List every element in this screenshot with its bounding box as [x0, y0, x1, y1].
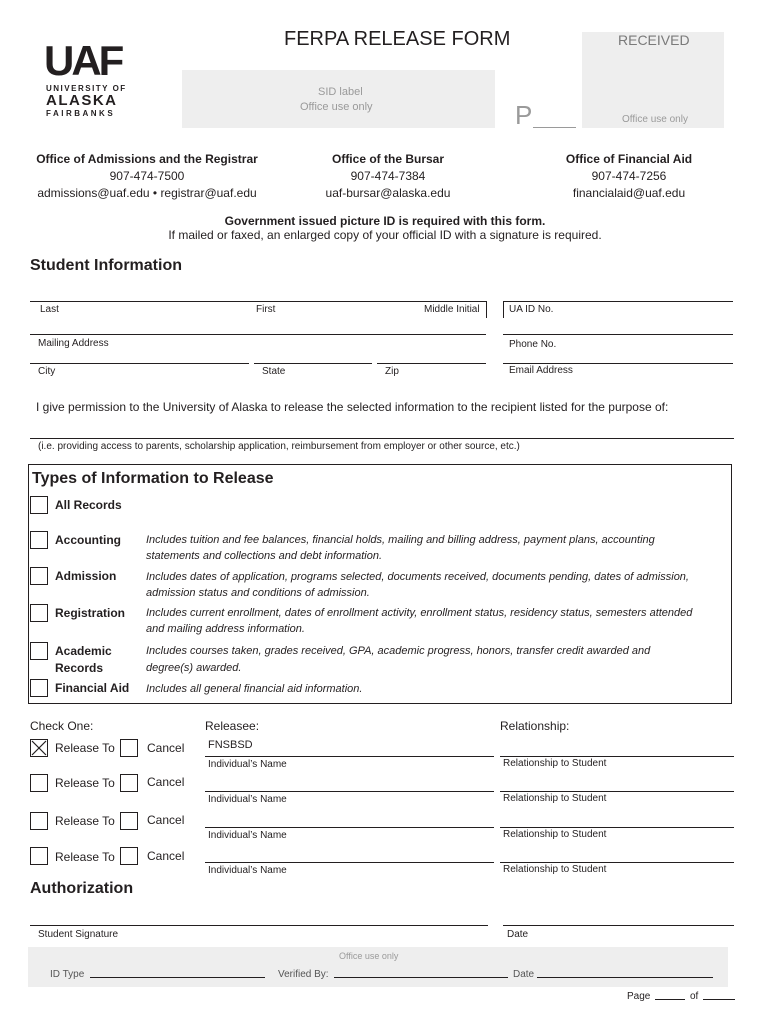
- relationship-to-student-label: Relationship to Student: [503, 864, 607, 875]
- office-email: financialaid@uaf.edu: [572, 186, 686, 200]
- state-label: State: [262, 366, 286, 377]
- admission-checkbox[interactable]: [30, 567, 48, 585]
- records-label: Records: [55, 661, 104, 675]
- first-label: First: [256, 304, 276, 315]
- financial-aid-desc: Includes all general financial aid information.: [146, 683, 363, 695]
- cancel-label: Cancel: [147, 813, 185, 827]
- zip-label: Zip: [385, 366, 399, 377]
- relationship-line-2[interactable]: [500, 791, 734, 792]
- all-records-checkbox[interactable]: [30, 496, 48, 514]
- office-financial-aid: [530, 151, 728, 202]
- office-bursar: [290, 151, 486, 202]
- financial-aid-checkbox[interactable]: [30, 679, 48, 697]
- middle-divider: [486, 301, 487, 318]
- relationship-line-4[interactable]: [500, 862, 734, 863]
- p-mark: P: [515, 100, 533, 130]
- cancel-label: Cancel: [147, 741, 185, 755]
- office-phone: 907-474-7384: [350, 169, 426, 183]
- office-name: Office of Financial Aid: [565, 152, 693, 166]
- individual-name-line-4[interactable]: [205, 862, 494, 863]
- verified-by-label: Verified By:: [278, 969, 329, 980]
- uaf-logo: [40, 37, 132, 120]
- cancel-label: Cancel: [147, 775, 185, 789]
- office-name: Office of the Bursar: [331, 152, 445, 166]
- email-line[interactable]: [503, 363, 733, 364]
- registration-checkbox[interactable]: [30, 604, 48, 622]
- permission-text: I give permission to the University of Alaska to release the selected information to the recipient listed for the purpose of:: [36, 400, 669, 414]
- office-use-label: Office use only: [339, 951, 399, 961]
- office-date-label: Date: [513, 969, 535, 980]
- email-label: Email Address: [509, 365, 573, 376]
- purpose-hint: (i.e. providing access to parents, scholarship application, reimbursement from employer or other source, etc.): [38, 441, 520, 452]
- student-signature-label: Student Signature: [38, 929, 119, 940]
- mailing-label: Mailing Address: [38, 338, 109, 349]
- office-email: uaf-bursar@alaska.edu: [325, 186, 451, 200]
- types-heading: Types of Information to Release: [32, 470, 274, 487]
- relationship-to-student-label: Relationship to Student: [503, 758, 607, 769]
- cancel-checkbox-4[interactable]: [120, 847, 138, 865]
- middle-label: Middle Initial: [424, 304, 480, 315]
- academic-records-checkbox[interactable]: [30, 642, 48, 660]
- page-number-line[interactable]: [655, 999, 685, 1000]
- relationship-to-student-label: Relationship to Student: [503, 793, 607, 804]
- name-line[interactable]: [30, 301, 486, 302]
- last-label: Last: [40, 304, 59, 315]
- id-notice-line1: Government issued picture ID is required with this form.: [224, 214, 546, 228]
- phone-line[interactable]: [503, 334, 733, 335]
- registration-label: Registration: [55, 606, 126, 620]
- relationship-to-student-label: Relationship to Student: [503, 829, 607, 840]
- id-type-label: ID Type: [50, 969, 85, 980]
- office-phone: 907-474-7500: [109, 169, 185, 183]
- release-to-checkbox-3[interactable]: [30, 812, 48, 830]
- student-signature-line[interactable]: [30, 925, 488, 926]
- registration-desc-2: and mailing address information.: [146, 623, 305, 635]
- release-to-label: Release To: [55, 741, 115, 755]
- release-to-label: Release To: [55, 850, 115, 864]
- received-label: RECEIVED: [618, 32, 690, 48]
- id-type-line[interactable]: [90, 977, 265, 978]
- office-phone: 907-474-7256: [591, 169, 667, 183]
- ua-id-label: UA ID No.: [509, 304, 554, 315]
- logo-subtext-1: UNIVERSITY OF: [46, 84, 127, 93]
- cancel-checkbox-1[interactable]: [120, 739, 138, 757]
- individual-name-label: Individual’s Name: [208, 759, 287, 770]
- city-line[interactable]: [30, 363, 249, 364]
- city-label: City: [38, 366, 56, 377]
- cancel-checkbox-2[interactable]: [120, 774, 138, 792]
- authorization-heading: Authorization: [30, 880, 134, 897]
- received-office-use: Office use only: [622, 114, 688, 125]
- mailing-line[interactable]: [30, 334, 486, 335]
- form-title: FERPA RELEASE FORM: [284, 28, 511, 50]
- accounting-label: Accounting: [55, 533, 121, 547]
- cancel-checkbox-3[interactable]: [120, 812, 138, 830]
- logo-subtext-2: ALASKA: [46, 92, 118, 109]
- sid-label-text: SID label: [318, 86, 363, 98]
- purpose-line[interactable]: [30, 438, 734, 439]
- sid-office-use: Office use only: [300, 101, 373, 113]
- individual-name-label: Individual’s Name: [208, 794, 287, 805]
- release-to-checkbox-4[interactable]: [30, 847, 48, 865]
- relationship-line-1[interactable]: [500, 756, 734, 757]
- state-line[interactable]: [254, 363, 372, 364]
- academic-desc-1: Includes courses taken, grades received, GPA, academic progress, honors, transfer credit awarded and: [146, 645, 651, 657]
- office-name: Office of Admissions and the Registrar: [36, 152, 258, 166]
- page-label: Page: [627, 991, 651, 1002]
- relationship-line-3[interactable]: [500, 827, 734, 828]
- id-notice: [0, 214, 770, 242]
- office-admissions: [22, 151, 272, 202]
- all-records-label: All Records: [55, 498, 122, 512]
- release-to-checkbox-1[interactable]: [30, 739, 48, 757]
- admission-desc-2: admission status and conditions of admission.: [146, 587, 370, 599]
- admission-label: Admission: [55, 569, 117, 583]
- logo-subtext-3: FAIRBANKS: [46, 109, 116, 118]
- cancel-label: Cancel: [147, 849, 185, 863]
- academic-label: Academic: [55, 644, 112, 658]
- individual-name-line-3[interactable]: [205, 827, 494, 828]
- academic-desc-2: degree(s) awarded.: [146, 662, 242, 674]
- signature-date-label: Date: [507, 929, 529, 940]
- office-date-line[interactable]: [537, 977, 713, 978]
- accounting-checkbox[interactable]: [30, 531, 48, 549]
- accounting-desc-1: Includes tuition and fee balances, financial holds, mailing and billing address, payment plans, accounting: [146, 534, 655, 546]
- signature-date-line[interactable]: [503, 925, 734, 926]
- releasee-name-value[interactable]: FNSBSD: [208, 739, 253, 751]
- ua-id-divider: [503, 301, 504, 318]
- ua-id-line[interactable]: [503, 301, 733, 302]
- of-label: of: [690, 991, 699, 1002]
- release-to-label: Release To: [55, 776, 115, 790]
- student-info-heading: Student Information: [30, 257, 182, 274]
- phone-label: Phone No.: [509, 339, 557, 350]
- id-notice-line2: If mailed or faxed, an enlarged copy of your official ID with a signature is required.: [168, 228, 602, 242]
- relationship-label: Relationship:: [500, 719, 570, 733]
- logo-mark: UAF: [44, 37, 122, 84]
- office-email: admissions@uaf.edu • registrar@uaf.edu: [37, 186, 257, 200]
- check-one-label: Check One:: [30, 719, 94, 733]
- release-to-checkbox-2[interactable]: [30, 774, 48, 792]
- release-to-label: Release To: [55, 814, 115, 828]
- financial-aid-label: Financial Aid: [55, 681, 130, 695]
- individual-name-label: Individual’s Name: [208, 830, 287, 841]
- checkmark-x-icon: [31, 740, 47, 756]
- releasee-label: Releasee:: [205, 719, 260, 733]
- individual-name-line-2[interactable]: [205, 791, 494, 792]
- individual-name-label: Individual’s Name: [208, 865, 287, 876]
- verified-by-line[interactable]: [334, 977, 508, 978]
- individual-name-line-1[interactable]: [205, 756, 494, 757]
- admission-desc-1: Includes dates of application, programs selected, documents received, documents pending, dates of admission,: [146, 571, 689, 583]
- p-line: [533, 127, 576, 128]
- registration-desc-1: Includes current enrollment, dates of enrollment activity, enrollment status, residency status, semesters attended: [146, 607, 693, 619]
- accounting-desc-2: statements and collections and debt information.: [146, 550, 383, 562]
- page-total-line[interactable]: [703, 999, 735, 1000]
- sid-label-box: [182, 70, 495, 128]
- zip-line[interactable]: [377, 363, 486, 364]
